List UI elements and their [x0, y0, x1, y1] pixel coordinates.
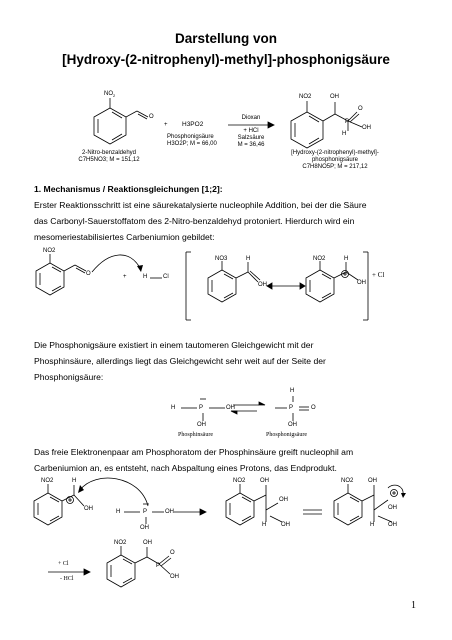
mech1-o-label: O: [86, 271, 91, 277]
tautomer-p2-label: P: [289, 405, 294, 411]
mech2-h-p-label: H: [116, 509, 121, 515]
mech1-h-label: H: [143, 274, 148, 280]
mech2-oh-c2-label: OH: [388, 505, 397, 511]
reactant-formula: C7H5NO3; M = 151,12: [78, 157, 140, 163]
final-oh2-label: OH: [170, 574, 179, 580]
tautomer-oh3-label: OH: [288, 422, 297, 428]
tautomer-h-label: H: [171, 405, 176, 411]
mech1-no2-c-label: NO2: [313, 256, 326, 262]
product-formula: C7H8NO5P; M = 217,12: [302, 164, 368, 170]
paragraph-1-line: das Carbonyl-Sauerstoffatom des 2-Nitro-benzaldehyd protoniert. Hierdurch wird ein: [34, 216, 355, 226]
product-h-label: H: [342, 131, 347, 137]
mech2-no2-a-label: NO2: [41, 478, 54, 484]
paragraph-2-line: Phosphonigsäure:: [34, 372, 104, 382]
mech1-oh-c-label: OH: [357, 280, 366, 286]
mech1-oh-b-label: OH: [258, 282, 267, 288]
reactant-no2-label: $NO_2$: [104, 91, 116, 99]
mech2-no2-c-label: NO2: [341, 478, 354, 484]
mech2-h-b-label: H: [262, 522, 267, 528]
catalyst-label: + HCl: [243, 128, 259, 134]
mech2-oh-b3-label: OH: [281, 522, 290, 528]
mech1-cl-label: Cl: [163, 274, 169, 280]
tautomer-h2-label: H: [290, 388, 295, 394]
product-oh2-label: OH: [362, 125, 371, 131]
product-name-line-2: phosphonigsäure: [311, 157, 359, 163]
paragraph-1-line: Erster Reaktionsschritt ist eine säurekatalysierte nucleophile Addition, bei der die Säure: [34, 200, 367, 210]
paragraph-3-line: Das freie Elektronenpaar am Phosphoratom der Phosphinsäure greift nucleophil am: [34, 447, 354, 457]
tautomer-o2-label: O: [311, 405, 316, 411]
mech1-h-b-label: H: [246, 256, 251, 262]
final-p-label: P: [156, 563, 161, 569]
catalyst-name: Salzsäure: [237, 135, 265, 141]
mech2-oh-p2-label: OH: [140, 525, 149, 531]
final-plus-cl: + Cl: [58, 561, 69, 567]
mech2-oh-c3-label: OH: [388, 522, 397, 528]
paragraph-2-line: Phosphinsäure, allerdings liegt das Gleichgewicht sehr weit auf der Seite der: [34, 356, 326, 366]
final-minus-hcl: - HCl: [60, 576, 74, 582]
catalyst-mass: M = 36,46: [237, 142, 265, 148]
tautomer-right-name: Phosphonigsäure: [266, 432, 307, 438]
solvent-label: Dioxan: [241, 115, 261, 121]
product-p-label: P: [345, 119, 350, 125]
mech1-plus: +: [123, 274, 127, 280]
tautomer-p-label: P: [199, 405, 204, 411]
product-no2-label: NO2: [299, 94, 312, 100]
final-oh-label: OH: [143, 540, 152, 546]
paragraph-2: [34, 337, 404, 385]
paragraph-3-line: Carbeniumion an, es entsteht, nach Abspaltung eines Protons, das Endprodukt.: [34, 463, 337, 473]
mech1-benzene-ring-b: [208, 270, 236, 302]
mech1-no2-b-label: NO3: [215, 256, 228, 262]
reactant-o-label: O: [149, 114, 154, 120]
mech2-no2-b-label: NO2: [233, 478, 246, 484]
reagent-name: Phosphonigsäure: [167, 134, 214, 140]
final-o-label: O: [170, 550, 175, 556]
mech2-benzene-ring-b: [226, 493, 254, 525]
mech1-h-c-label: H: [344, 256, 349, 262]
product-name-line-1: [Hydroxy-(2-nitrophenyl)-methyl]-: [291, 150, 379, 156]
mech1-no2-label: NO2: [43, 248, 56, 254]
tautomer-oh-label: OH: [226, 405, 235, 411]
plus-sign: +: [164, 122, 168, 128]
mech2-h-c-label: H: [370, 522, 375, 528]
reactant-name: 2-Nitro-benzaldehyd: [81, 150, 137, 156]
mech2-oh-c-label: OH: [368, 478, 377, 484]
page-number: 1: [411, 600, 416, 611]
mech1-benzene-ring-c: [306, 270, 334, 302]
final-benzene-ring: [107, 555, 135, 587]
paragraph-1: [34, 197, 404, 245]
paragraph-3: [34, 444, 404, 476]
mech2-oh-b2-label: OH: [279, 497, 288, 503]
paragraph-2-line: Die Phosphonigsäure existiert in einem tautomeren Gleichgewicht mit der: [34, 340, 314, 350]
mech2-oh-p-label: OH: [165, 509, 174, 515]
product-o-label: O: [358, 106, 363, 112]
mech1-benzene-ring-a: [36, 263, 64, 295]
final-no2-label: NO2: [114, 540, 127, 546]
mech2-h-a-label: H: [72, 478, 77, 484]
page-title-line-2: [Hydroxy-(2-nitrophenyl)-methyl]-phosphonigsäure: [62, 52, 390, 67]
tautomer-oh2-label: OH: [197, 422, 206, 428]
mech1-plus-cl: + Cl: [372, 271, 385, 279]
page-title-line-1: Darstellung von: [174, 31, 277, 46]
paragraph-1-line: mesomeriestabilisiertes Carbeniumion gebildet:: [34, 232, 215, 242]
reactant-benzene-ring: [94, 108, 126, 144]
mech2-oh-b-label: OH: [260, 478, 269, 484]
mech2-p-label: P: [143, 509, 148, 515]
reagent-label: H3PO2: [182, 121, 204, 128]
mech2-oh-a-label: OH: [84, 506, 93, 512]
product-oh-label: OH: [330, 94, 339, 100]
mech2-benzene-ring-c: [334, 493, 362, 525]
tautomer-left-name: Phosphinsäure: [178, 432, 213, 438]
section-heading: 1. Mechanismus / Reaktionsgleichungen [1;2]:: [34, 184, 223, 194]
reagent-formula: H3O2P; M = 66,00: [167, 141, 217, 147]
mech2-benzene-ring-a: [34, 493, 62, 525]
product-benzene-ring: [291, 112, 323, 148]
